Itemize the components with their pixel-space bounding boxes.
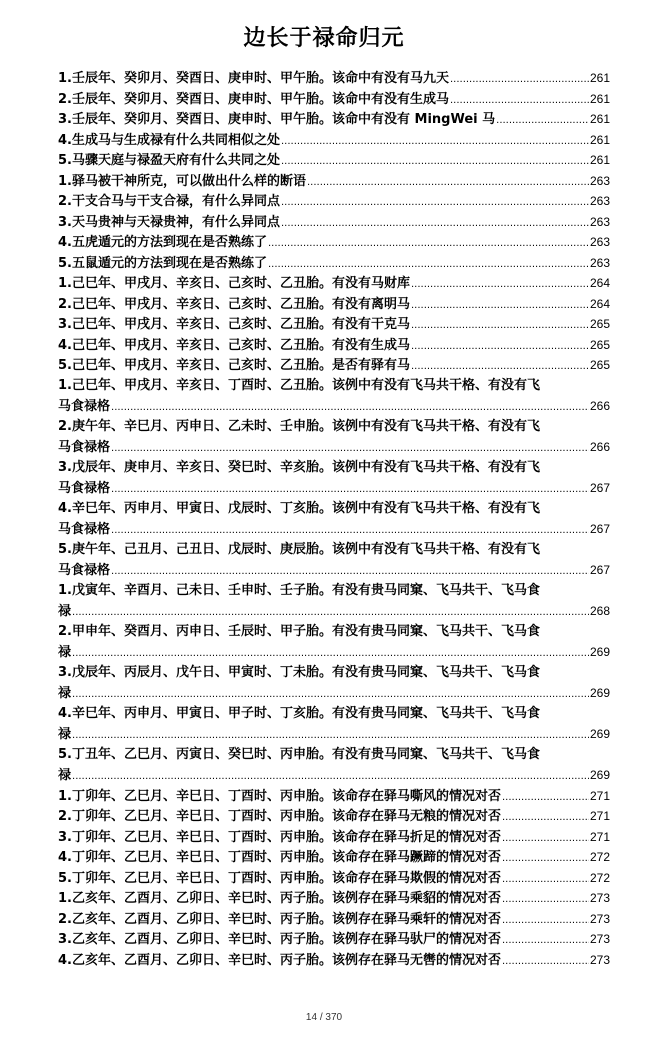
toc-entry[interactable] (58, 171, 610, 192)
toc-entry-title: 2.甲申年、癸酉月、丙申日、壬辰时、甲子胎。有没有贵马同窠、飞马共干、飞马食 (58, 623, 540, 639)
toc-entry-title: 1.己巳年、甲戌月、辛亥日、丁酉时、乙丑胎。该例中有没有飞马共干格、有没有飞 (58, 377, 540, 393)
toc-entry[interactable] (58, 929, 610, 950)
toc-entry-title: 2.干支合马与干支合禄，有什么异同点 (58, 194, 280, 209)
toc-entry-title: 禄 (58, 604, 72, 619)
toc-entry-title: 1.乙亥年、乙酉月、乙卯日、辛巳时、丙子胎。该例存在驿马乘貂的情况对否 (58, 891, 501, 906)
toc-entry[interactable] (58, 765, 610, 786)
toc-entry-title: 1.戊寅年、辛酉月、己未日、壬申时、壬子胎。有没有贵马同窠、飞马共干、飞马食 (58, 582, 540, 598)
dot-leader (111, 480, 589, 501)
toc-entry-page: 272 (589, 870, 610, 885)
toc-entry-title: 1.驿马被干神所克，可以做出什么样的断语 (58, 173, 306, 189)
dot-leader (72, 685, 589, 706)
toc-entry[interactable] (58, 581, 610, 602)
dot-leader (450, 91, 589, 112)
toc-entry-title: 1.壬辰年、癸卯月、癸酉日、庚申时、甲午胎。该命中有没有马九天 (58, 71, 449, 86)
toc-entry-title: 4.生成马与生成禄有什么共同相似之处 (58, 132, 280, 148)
toc-entry-page: 261 (589, 153, 610, 167)
dot-leader (502, 931, 589, 952)
toc-entry[interactable] (58, 499, 610, 520)
toc-entry-page: 261 (589, 71, 610, 85)
toc-entry-page: 261 (589, 132, 610, 147)
toc-entry-title: 2.庚午年、辛巳月、丙申日、乙未时、壬申胎。该例中有没有飞马共干格、有没有飞 (58, 418, 540, 434)
toc-entry[interactable] (58, 560, 610, 581)
toc-entry-title: 禄 (58, 768, 72, 783)
dot-leader (502, 911, 589, 932)
dot-leader (502, 890, 589, 911)
toc-entry[interactable] (58, 89, 610, 110)
toc-entry[interactable] (58, 540, 610, 561)
toc-entry-title: 4.辛巳年、丙申月、甲寅日、甲子时、丁亥胎。有没有贵马同窠、飞马共干、飞马食 (58, 705, 540, 721)
toc-entry-title: 2.壬辰年、癸卯月、癸酉日、庚申时、甲午胎。该命中有没有生成马 (58, 91, 449, 107)
dot-leader (111, 562, 589, 583)
toc-entry[interactable] (58, 478, 610, 499)
toc-entry-title: 2.己巳年、甲戌月、辛亥日、己亥时、乙丑胎。有没有离明马 (58, 296, 410, 312)
toc-entry-title: 5.马骤天庭与禄盈天府有什么共同之处 (58, 153, 280, 168)
dot-leader (281, 132, 589, 153)
toc-entry-page: 263 (589, 194, 610, 208)
dot-leader (111, 439, 589, 460)
toc-entry-page: 264 (589, 276, 610, 290)
toc-entry[interactable] (58, 376, 610, 397)
toc-entry[interactable] (58, 212, 610, 233)
toc-entry-title: 马食禄格 (58, 481, 111, 496)
toc-entry-title: 3.丁卯年、乙巳月、辛巳日、丁酉时、丙申胎。该命存在驿马折足的情况对否 (58, 829, 501, 845)
toc-entry-page: 263 (589, 173, 610, 188)
toc-entry-page: 267 (589, 522, 610, 536)
toc-entry[interactable] (58, 663, 610, 684)
dot-leader (411, 296, 589, 317)
dot-leader (411, 357, 589, 378)
toc-entry-page: 266 (589, 399, 610, 413)
toc-entry[interactable] (58, 806, 610, 827)
toc-entry[interactable] (58, 273, 610, 294)
toc-entry[interactable] (58, 458, 610, 479)
toc-entry[interactable] (58, 519, 610, 540)
toc-entry-page: 272 (589, 850, 610, 864)
toc-entry[interactable] (58, 909, 610, 930)
dot-leader (281, 152, 589, 173)
toc-entry[interactable] (58, 950, 610, 971)
toc-entry[interactable] (58, 786, 610, 807)
dot-leader (502, 849, 589, 870)
toc-entry-page: 261 (589, 112, 610, 126)
dot-leader (72, 644, 589, 665)
toc-entry-title: 马食禄格 (58, 522, 111, 537)
toc-entry-title: 4.己巳年、甲戌月、辛亥日、己亥时、乙丑胎。有没有生成马 (58, 337, 410, 353)
toc-entry-title: 禄 (58, 686, 72, 701)
toc-entry[interactable] (58, 417, 610, 438)
toc-entry-title: 3.乙亥年、乙酉月、乙卯日、辛巳时、丙子胎。该例存在驿马驮尸的情况对否 (58, 932, 501, 947)
toc-entry-title: 4.乙亥年、乙酉月、乙卯日、辛巳时、丙子胎。该例存在驿马无辔的情况对否 (58, 952, 501, 968)
dot-leader (72, 603, 589, 624)
toc-entry[interactable] (58, 130, 610, 151)
toc-entry-page: 267 (589, 481, 610, 495)
toc-entry[interactable] (58, 437, 610, 458)
toc-entry[interactable] (58, 827, 610, 848)
toc-entry-title: 3.己巳年、甲戌月、辛亥日、己亥时、乙丑胎。有没有干克马 (58, 317, 410, 332)
toc-entry-page: 265 (589, 317, 610, 331)
toc-entry-title: 4.五虎遁元的方法到现在是否熟练了 (58, 235, 267, 250)
toc-entry-title: 3.天马贵神与天禄贵神，有什么异同点 (58, 214, 280, 230)
toc-entry-title: 禄 (58, 727, 72, 742)
toc-entry-page: 265 (589, 358, 610, 372)
dot-leader (111, 398, 589, 419)
dot-leader (281, 214, 589, 235)
toc-entry[interactable] (58, 704, 610, 725)
toc-entry[interactable] (58, 253, 610, 274)
dot-leader (502, 870, 589, 891)
toc-entry-title: 5.庚午年、己丑月、己丑日、戊辰时、庚辰胎。该例中有没有飞马共干格、有没有飞 (58, 541, 540, 557)
toc-entry[interactable] (58, 294, 610, 315)
dot-leader (450, 70, 589, 91)
dot-leader (111, 521, 589, 542)
toc-entry-page: 263 (589, 214, 610, 229)
toc-entry[interactable] (58, 355, 610, 376)
toc-entry-title: 2.丁卯年、乙巳月、辛巳日、丁酉时、丙申胎。该命存在驿马无粮的情况对否 (58, 809, 501, 824)
toc-entry[interactable] (58, 601, 610, 622)
toc-entry[interactable] (58, 642, 610, 663)
toc-entry-page: 261 (589, 91, 610, 106)
toc-entry[interactable] (58, 232, 610, 253)
toc-entry-title: 4.辛巳年、丙申月、甲寅日、戊辰时、丁亥胎。该例中有没有飞马共干格、有没有飞 (58, 500, 540, 516)
dot-leader (72, 726, 589, 747)
toc-entry[interactable] (58, 150, 610, 171)
toc-entry-page: 273 (589, 891, 610, 905)
toc-entry-page: 271 (589, 809, 610, 823)
toc-entry[interactable] (58, 622, 610, 643)
toc-entry[interactable] (58, 191, 610, 212)
toc-entry-page: 268 (589, 604, 610, 618)
toc-entry-page: 269 (589, 645, 610, 659)
toc-entry-page: 273 (589, 911, 610, 926)
toc-entry-page: 269 (589, 727, 610, 741)
toc-entry-page: 263 (589, 235, 610, 249)
toc-entry-title: 5.己巳年、甲戌月、辛亥日、己亥时、乙丑胎。是否有驿有马 (58, 358, 410, 373)
page-number: 14 / 370 (305, 1012, 343, 1023)
toc-entry-page: 265 (589, 337, 610, 352)
toc-entry-title: 3.戊辰年、丙辰月、戊午日、甲寅时、丁未胎。有没有贵马同窠、飞马共干、飞马食 (58, 664, 540, 680)
toc-entry-page: 269 (589, 768, 610, 782)
toc-entry[interactable] (58, 724, 610, 745)
dot-leader (268, 255, 589, 276)
toc-entry-title: 1.丁卯年、乙巳月、辛巳日、丁酉时、丙申胎。该命存在驿马嘶风的情况对否 (58, 788, 501, 804)
toc-entry[interactable] (58, 683, 610, 704)
dot-leader (502, 829, 589, 850)
toc-entry-page: 273 (589, 952, 610, 967)
toc-entry[interactable] (58, 396, 610, 417)
toc-entry[interactable] (58, 847, 610, 868)
dot-leader (411, 316, 589, 337)
dot-leader (72, 767, 589, 788)
dot-leader (502, 788, 589, 809)
toc-entry-title: 禄 (58, 645, 72, 660)
toc-entry-title: 1.己巳年、甲戌月、辛亥日、己亥时、乙丑胎。有没有马财库 (58, 276, 410, 291)
dot-leader (281, 193, 589, 214)
toc-entry-title: 3.壬辰年、癸卯月、癸酉日、庚申时、甲午胎。该命中有没有 MingWei 马 (58, 112, 496, 127)
toc-entry-page: 273 (589, 932, 610, 946)
dot-leader (411, 275, 589, 296)
toc-entry-title: 马食禄格 (58, 440, 111, 455)
dot-leader (411, 337, 589, 358)
toc-entry-page: 267 (589, 563, 610, 577)
toc-entry-title: 5.五鼠遁元的方法到现在是否熟练了 (58, 255, 267, 271)
toc-entry-title: 4.丁卯年、乙巳月、辛巳日、丁酉时、丙申胎。该命存在驿马蹶蹄的情况对否 (58, 850, 501, 865)
page-title: 边长于禄命归元 (243, 26, 405, 51)
dot-leader (502, 808, 589, 829)
toc-entry[interactable] (58, 109, 610, 130)
toc-entry-page: 269 (589, 686, 610, 700)
toc-entry[interactable] (58, 314, 610, 335)
dot-leader (268, 234, 589, 255)
toc-entry-title: 5.丁丑年、乙巳月、丙寅日、癸巳时、丙申胎。有没有贵马同窠、飞马共干、飞马食 (58, 746, 540, 762)
table-of-contents (58, 68, 610, 970)
toc-entry-title: 马食禄格 (58, 399, 111, 414)
toc-entry-page: 271 (589, 788, 610, 803)
toc-entry-page: 264 (589, 296, 610, 311)
dot-leader (502, 952, 589, 973)
dot-leader (307, 173, 589, 194)
toc-entry[interactable] (58, 888, 610, 909)
toc-entry-page: 263 (589, 255, 610, 270)
toc-entry-page: 271 (589, 829, 610, 844)
toc-entry-title: 2.乙亥年、乙酉月、乙卯日、辛巳时、丙子胎。该例存在驿马乘轩的情况对否 (58, 911, 501, 927)
dot-leader (496, 111, 589, 132)
toc-entry[interactable] (58, 68, 610, 89)
toc-entry-title: 5.丁卯年、乙巳月、辛巳日、丁酉时、丙申胎。该命存在驿马欺假的情况对否 (58, 870, 501, 886)
toc-entry-title: 马食禄格 (58, 563, 111, 578)
toc-entry[interactable] (58, 335, 610, 356)
toc-entry[interactable] (58, 868, 610, 889)
toc-entry[interactable] (58, 745, 610, 766)
toc-entry-page: 266 (589, 440, 610, 454)
toc-entry-title: 3.戊辰年、庚申月、辛亥日、癸巳时、辛亥胎。该例中有没有飞马共干格、有没有飞 (58, 459, 540, 475)
